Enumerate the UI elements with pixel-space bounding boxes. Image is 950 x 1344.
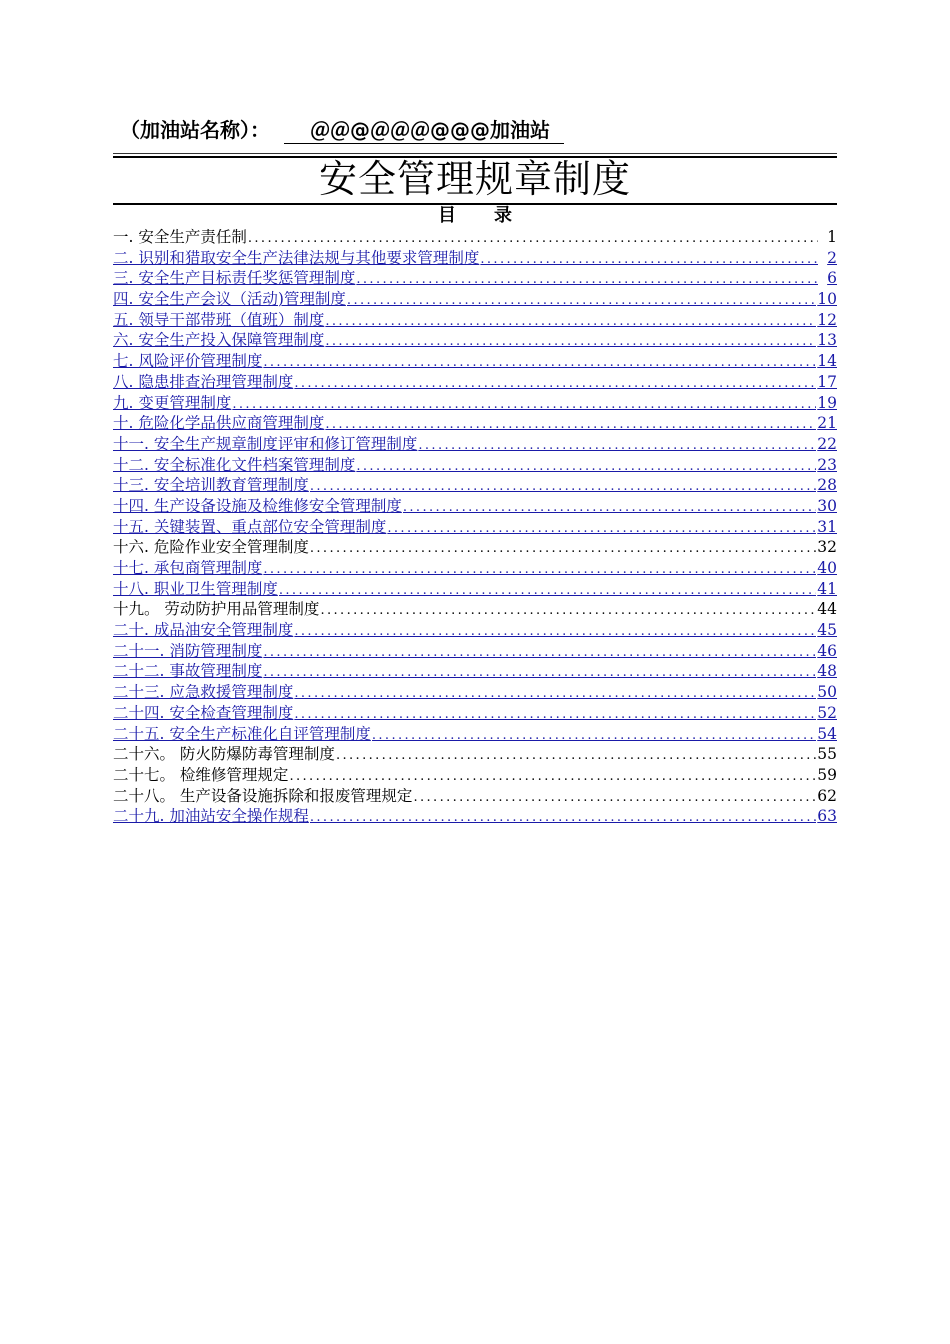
station-header bbox=[120, 114, 840, 144]
station-label: （加油站名称）： bbox=[120, 118, 270, 142]
toc-entry-page: 52 bbox=[817, 703, 837, 722]
toc-leader-dots bbox=[403, 498, 816, 517]
toc-leader-dots bbox=[347, 291, 816, 310]
toc-leader-dots bbox=[289, 767, 816, 786]
toc-entry-title: 九. 变更管理制度 bbox=[113, 393, 232, 412]
toc-entry[interactable] bbox=[113, 620, 837, 641]
toc-entry-title: 二十一. 消防管理制度 bbox=[113, 641, 263, 660]
toc-entry-page: 40 bbox=[817, 559, 837, 577]
toc-entry-page: 14 bbox=[817, 352, 837, 371]
toc-entry-page: 48 bbox=[817, 662, 837, 681]
toc-entry-title: 一. 安全生产责任制 bbox=[113, 228, 247, 246]
toc-entry-page: 30 bbox=[817, 496, 837, 515]
toc-leader-dots bbox=[310, 808, 816, 827]
toc-leader-dots bbox=[480, 250, 818, 269]
toc-entry-page: 10 bbox=[817, 290, 837, 309]
toc-entry[interactable] bbox=[113, 310, 837, 331]
toc-leader-dots bbox=[418, 436, 816, 455]
toc-leader-dots bbox=[356, 270, 818, 289]
toc-leader-dots bbox=[413, 788, 816, 807]
toc-entry-page: 12 bbox=[817, 310, 837, 329]
toc-leader-dots bbox=[279, 581, 816, 600]
toc-leader-dots bbox=[325, 332, 816, 351]
toc-leader-dots bbox=[294, 705, 816, 724]
toc-leader-dots bbox=[336, 746, 816, 765]
toc-entry[interactable] bbox=[113, 579, 837, 600]
toc-leader-dots bbox=[325, 312, 816, 331]
toc-entry[interactable] bbox=[113, 393, 837, 414]
toc-entry-title: 八. 隐患排查治理管理制度 bbox=[113, 372, 294, 391]
toc-entry[interactable] bbox=[113, 268, 837, 289]
toc-leader-dots bbox=[232, 395, 816, 414]
toc-entry-title: 十三. 安全培训教育管理制度 bbox=[113, 476, 309, 495]
toc-entry[interactable] bbox=[113, 330, 837, 351]
toc-entry-page: 28 bbox=[817, 476, 837, 495]
toc-entry-title: 二十九. 加油站安全操作规程 bbox=[113, 807, 309, 826]
toc-entry[interactable] bbox=[113, 475, 837, 496]
toc-leader-dots bbox=[294, 684, 816, 703]
toc-entry[interactable] bbox=[113, 661, 837, 682]
toc-entry-page: 46 bbox=[817, 641, 837, 660]
toc-entry-page: 62 bbox=[817, 786, 837, 805]
toc-entry[interactable] bbox=[113, 413, 837, 434]
toc-entry-page: 1 bbox=[827, 228, 837, 246]
toc-entry-page: 31 bbox=[817, 517, 837, 536]
toc-entry[interactable] bbox=[113, 558, 837, 579]
toc-entry-page: 22 bbox=[817, 434, 837, 453]
toc-entry-page: 41 bbox=[817, 579, 837, 598]
toc-leader-dots bbox=[263, 643, 816, 662]
toc-entry bbox=[113, 786, 837, 807]
toc-entry bbox=[113, 765, 837, 786]
toc-leader-dots bbox=[263, 560, 816, 579]
toc-entry-title: 二十六。 防火防爆防毒管理制度 bbox=[113, 745, 335, 764]
toc-leader-dots bbox=[310, 539, 816, 558]
toc-entry-title: 七. 风险评价管理制度 bbox=[113, 352, 263, 371]
toc-entry-title: 二十五. 安全生产标准化自评管理制度 bbox=[113, 724, 371, 743]
toc-entry-page: 32 bbox=[817, 538, 837, 557]
toc-entry-title: 二十. 成品油安全管理制度 bbox=[113, 621, 294, 640]
toc-entry-page: 23 bbox=[817, 455, 837, 474]
toc-entry-title: 二十三. 应急救援管理制度 bbox=[113, 683, 294, 702]
toc-entry-title: 二十七。 检维修管理规定 bbox=[113, 765, 289, 784]
toc-entry-page: 59 bbox=[817, 765, 837, 784]
toc-entry-title: 十一. 安全生产规章制度评审和修订管理制度 bbox=[113, 434, 418, 453]
toc-entry-title: 二十四. 安全检查管理制度 bbox=[113, 703, 294, 722]
toc-entry-page: 50 bbox=[817, 683, 837, 702]
toc-entry[interactable] bbox=[113, 351, 837, 372]
toc-leader-dots bbox=[294, 374, 816, 393]
toc-leader-dots bbox=[356, 457, 816, 476]
toc-entry bbox=[113, 227, 837, 248]
toc-heading: 目录 bbox=[438, 205, 550, 226]
toc-entry[interactable] bbox=[113, 724, 837, 745]
toc-entry-title: 十二. 安全标准化文件档案管理制度 bbox=[113, 455, 356, 474]
toc-entry-page: 54 bbox=[817, 724, 837, 743]
toc-entry-page: 17 bbox=[817, 372, 837, 391]
station-name-field: ＠＠@＠＠＠@@@加油站 bbox=[284, 117, 564, 144]
toc-entry-page: 21 bbox=[817, 414, 837, 433]
toc-entry bbox=[113, 744, 837, 765]
toc-entry-title: 二十二. 事故管理制度 bbox=[113, 662, 263, 681]
toc-entry-title: 十六. 危险作业安全管理制度 bbox=[113, 538, 309, 557]
toc-entry[interactable] bbox=[113, 372, 837, 393]
toc-entry[interactable] bbox=[113, 517, 837, 538]
toc-entry-title: 六. 安全生产投入保障管理制度 bbox=[113, 331, 325, 350]
toc-entry[interactable] bbox=[113, 248, 837, 269]
toc-leader-dots bbox=[294, 622, 816, 641]
toc-entry-title: 二. 识别和猎取安全生产法律法规与其他要求管理制度 bbox=[113, 248, 480, 267]
toc-entry-title: 十五. 关键装置、重点部位安全管理制度 bbox=[113, 517, 387, 536]
toc-leader-dots bbox=[310, 477, 816, 496]
toc-entry-page: 63 bbox=[817, 807, 837, 826]
toc-leader-dots bbox=[263, 663, 816, 682]
toc-entry-page: 45 bbox=[817, 621, 837, 640]
toc-entry[interactable] bbox=[113, 289, 837, 310]
toc-entry bbox=[113, 599, 837, 620]
toc-entry-page: 6 bbox=[827, 269, 837, 288]
toc-entry[interactable] bbox=[113, 455, 837, 476]
toc-entry[interactable] bbox=[113, 496, 837, 517]
toc-entry-title: 三. 安全生产目标责任奖惩管理制度 bbox=[113, 269, 356, 288]
toc-entry-page: 19 bbox=[817, 393, 837, 412]
toc-entry-title: 五. 领导干部带班（值班）制度 bbox=[113, 310, 325, 329]
toc-leader-dots bbox=[248, 229, 818, 248]
toc-leader-dots bbox=[325, 415, 816, 434]
toc-entry[interactable] bbox=[113, 641, 837, 662]
toc-entry[interactable] bbox=[113, 703, 837, 724]
toc-entry-page: 44 bbox=[817, 600, 837, 619]
toc-entry-title: 四. 安全生产会议（活动)管理制度 bbox=[113, 290, 346, 309]
toc-entry-title: 十四. 生产设备设施及检维修安全管理制度 bbox=[113, 496, 402, 515]
toc-entry-page: 13 bbox=[817, 331, 837, 350]
toc-entry-title: 二十八。 生产设备设施拆除和报废管理规定 bbox=[113, 786, 413, 805]
document-title: 安全管理规章制度 bbox=[318, 157, 631, 201]
toc-entry[interactable] bbox=[113, 434, 837, 455]
toc-leader-dots bbox=[387, 519, 816, 538]
toc-entry-title: 十九。 劳动防护用品管理制度 bbox=[113, 600, 320, 619]
toc-entry bbox=[113, 537, 837, 558]
toc-entry-title: 十七. 承包商管理制度 bbox=[113, 559, 263, 577]
toc-entry[interactable] bbox=[113, 682, 837, 703]
toc-entry-page: 55 bbox=[817, 745, 837, 764]
toc-entry-title: 十八. 职业卫生管理制度 bbox=[113, 579, 278, 598]
toc-entry-page: 2 bbox=[827, 248, 837, 267]
toc-entry[interactable] bbox=[113, 806, 837, 827]
toc-leader-dots bbox=[263, 353, 816, 372]
toc-entry-title: 十. 危险化学品供应商管理制度 bbox=[113, 414, 325, 433]
toc-leader-dots bbox=[320, 601, 816, 620]
toc-leader-dots bbox=[372, 726, 816, 745]
table-of-contents bbox=[113, 227, 837, 827]
